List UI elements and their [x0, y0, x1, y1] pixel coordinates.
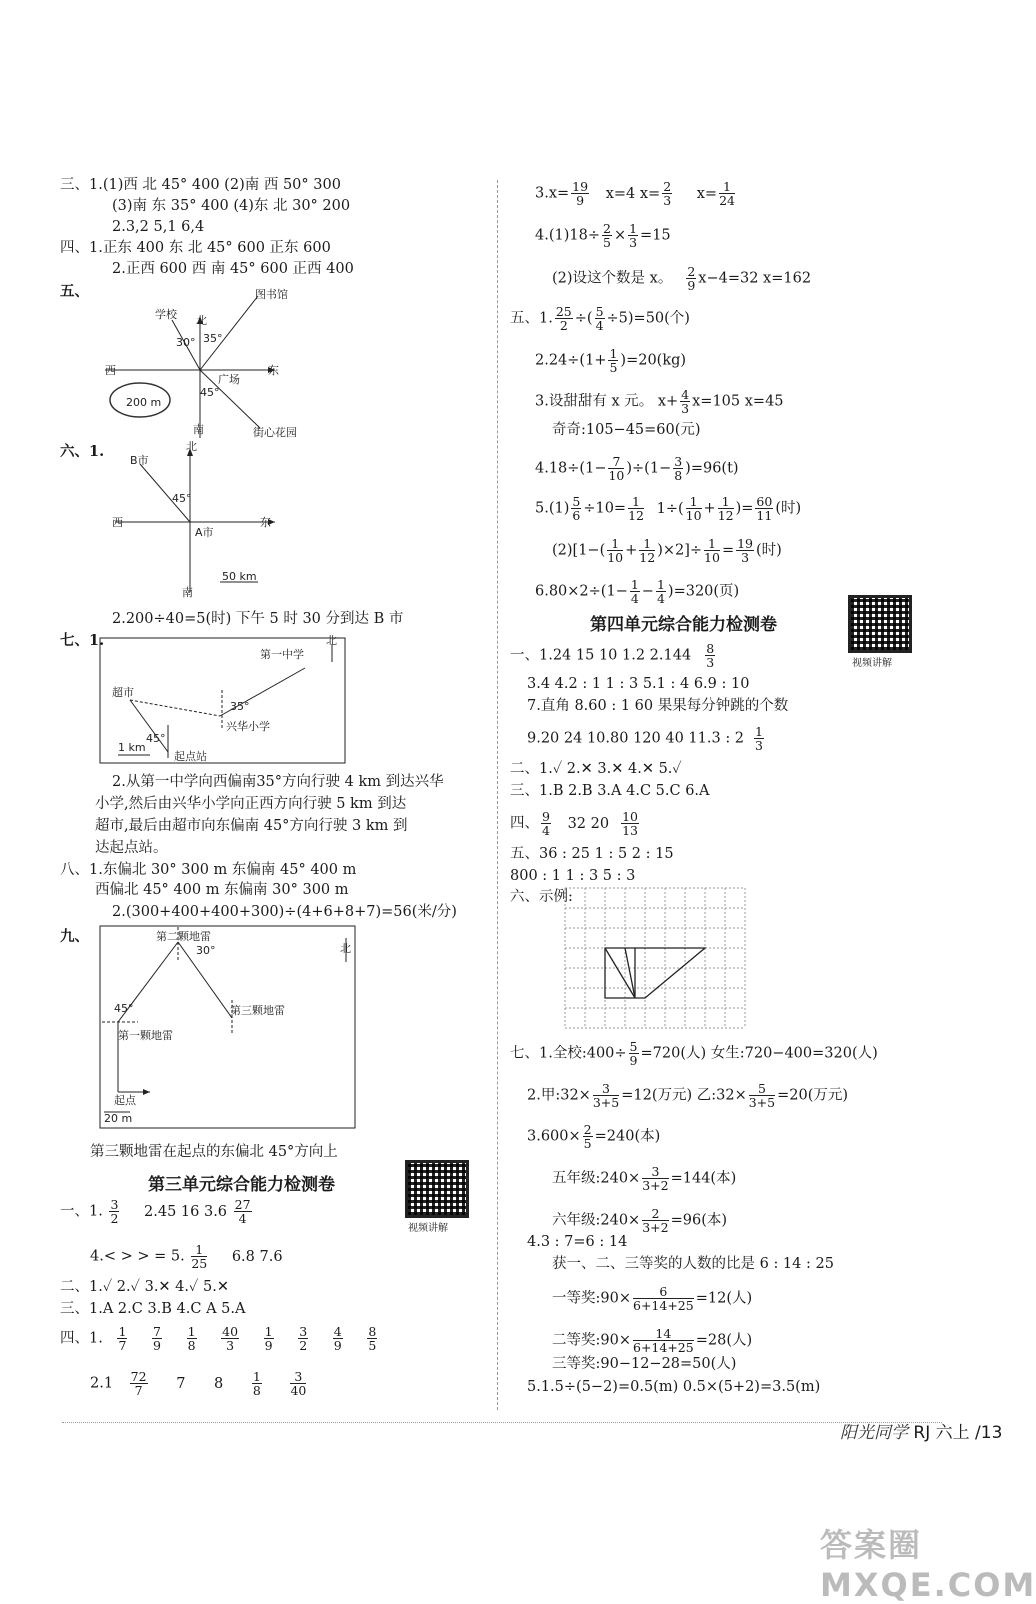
label-square: 广场	[218, 373, 240, 386]
answer-line: (3)南 东 35° 400 (4)东 北 30° 200	[112, 198, 351, 214]
answer-line: 2.200÷40=5(时) 下午 5 时 30 分到达 B 市	[112, 611, 404, 627]
label-a30: 30°	[176, 336, 196, 349]
fraction: $\frac{1}{12}$	[717, 494, 734, 523]
page-number: RJ 六上 /13	[913, 1423, 1003, 1443]
fraction: $\frac{60}{11}$	[756, 494, 773, 523]
answer-line: 三、1.B 2.B 3.A 4.C 5.C 6.A	[510, 783, 710, 799]
section-title: 第四单元综合能力检测卷	[590, 615, 777, 635]
grid-figure	[565, 888, 747, 1028]
answer-line: 四、1. $\frac{1}{7}$ $\frac{7}{9}$ $\frac{1}{8}$ $\frac{40}{3}$ $\frac{1}{9}$ $\frac{3}{2}$ $\frac{4}{9}$ $\frac{8}{5}$	[60, 1324, 377, 1353]
fraction: $\frac{7}{9}$	[153, 1324, 161, 1353]
fraction: $\frac{1}{3}$	[629, 221, 638, 250]
fraction: $\frac{4}{3}$	[681, 387, 690, 416]
answer-line: 获一、二、三等奖的人数的比是 6 : 14 : 25	[552, 1256, 834, 1272]
label-scale: 1 km	[118, 741, 146, 754]
fraction: $\frac{1}{10}$	[704, 536, 720, 565]
fraction: $\frac{7}{10}$	[608, 454, 625, 483]
page-footer	[840, 1418, 1002, 1443]
direction-diagram-9	[90, 922, 360, 1132]
fraction: $\frac{1}{8}$	[187, 1324, 196, 1353]
fraction: $\frac{1}{24}$	[719, 179, 735, 208]
answer-line: 奇奇:105−45=60(元)	[552, 422, 701, 438]
fraction: $\frac{8}{3}$	[706, 641, 715, 670]
fraction: $\frac{2}{3}$	[663, 179, 672, 208]
label-south: 南	[182, 586, 193, 599]
label-north: 北	[186, 440, 197, 453]
fraction: $\frac{27}{4}$	[234, 1197, 251, 1226]
label-scale: 50 km	[222, 570, 257, 583]
direction-diagram-7	[90, 630, 350, 770]
label-north: 北	[326, 634, 337, 647]
answer-line: 一、1. $\frac{3}{2}$ 2.45 16 3.6 $\frac{27}{4}$	[60, 1197, 251, 1226]
answer-line: 4.(1)18÷ $\frac{2}{5}$ × $\frac{1}{3}$ =15	[535, 221, 671, 250]
fraction: $\frac{3}{2}$	[110, 1197, 119, 1226]
fraction: $\frac{8}{5}$	[368, 1324, 377, 1353]
label-a45: 45°	[172, 492, 192, 505]
answer-line: 800 : 1 1 : 3 5 : 3	[510, 868, 636, 884]
fraction: $\frac{19}{3}$	[737, 536, 754, 565]
label-a45: 45°	[146, 732, 166, 745]
fraction: $\frac{1}{9}$	[264, 1324, 273, 1353]
fraction: $\frac{3}{8}$	[674, 454, 683, 483]
fraction: $\frac{1}{12}$	[628, 494, 644, 523]
answer-line: 3.600× $\frac{2}{5}$ =240(本)	[527, 1122, 661, 1151]
fraction: $\frac{25}{2}$	[555, 304, 572, 333]
fraction: $\frac{2}{5}$	[583, 1122, 592, 1151]
label-mine1: 第一颗地雷	[118, 1029, 173, 1042]
fraction: $\frac{3}{2}$	[299, 1324, 308, 1353]
label-west: 西	[105, 364, 116, 377]
direction-diagram-6	[100, 442, 320, 602]
label-stop: 起点站	[174, 750, 207, 763]
fraction: $\frac{3}{40}$	[290, 1369, 307, 1398]
label-east: 东	[268, 364, 279, 377]
label-a35: 35°	[230, 700, 250, 713]
fraction: $\frac{2}{3+2}$	[642, 1206, 669, 1235]
section-label: 五、	[60, 283, 89, 300]
answer-line: 小学,然后由兴华小学向正西方向行驶 5 km 到达	[95, 796, 407, 812]
answer-line: 达起点站。	[95, 840, 168, 856]
label-scale: 20 m	[104, 1112, 133, 1125]
qr-label: 视频讲解	[408, 1223, 448, 1234]
label-library: 图书馆	[255, 288, 288, 301]
label-acity: A市	[195, 526, 214, 539]
answer-line: 3.设甜甜有 x 元。 x+ $\frac{4}{3}$ x=105 x=45	[535, 387, 784, 416]
footer-divider	[62, 1422, 942, 1423]
fraction: $\frac{2}{9}$	[687, 264, 696, 293]
answer-line: 五、1. $\frac{25}{2}$ ÷( $\frac{5}{4}$ ÷5)=50(个)	[510, 304, 690, 333]
label-market: 超市	[112, 686, 134, 699]
label-bcity: B市	[130, 454, 149, 467]
label-scale: 200 m	[126, 396, 162, 409]
answer-line: 3.4 4.2 : 1 1 : 3 5.1 : 4 6.9 : 10	[527, 676, 750, 692]
answer-line: 2.1 $\frac{72}{7}$ 7 8 $\frac{1}{8}$ $\frac{3}{40}$	[90, 1369, 307, 1398]
section-label: 九、	[60, 928, 89, 945]
answer-line: 超市,最后由超市向东偏南 45°方向行驶 3 km 到	[95, 818, 408, 834]
answer-line: 四、1.正东 400 东 北 45° 600 正东 600	[60, 240, 331, 256]
answer-line: 三、1.A 2.C 3.B 4.C A 5.A	[60, 1301, 246, 1317]
answer-line: (2)设这个数是 x。 $\frac{2}{9}$ x−4=32 x=162	[552, 264, 812, 293]
label-mine2: 第二颗地雷	[156, 930, 211, 943]
fraction: $\frac{1}{8}$	[252, 1369, 261, 1398]
fraction: $\frac{19}{9}$	[572, 179, 589, 208]
label-school: 第一中学	[260, 648, 304, 661]
label-mine3: 第三颗地雷	[230, 1004, 285, 1017]
fraction: $\frac{5}{6}$	[572, 494, 581, 523]
answer-line: 7.直角 8.60 : 1 60 果果每分钟跳的个数	[527, 698, 789, 714]
fraction: $\frac{1}{4}$	[630, 577, 639, 606]
fraction: $\frac{2}{5}$	[602, 221, 611, 250]
fraction: $\frac{3}{3+5}$	[592, 1081, 620, 1110]
answer-line: 一等奖:90× $\frac{6}{6+14+25}$ =12(人)	[552, 1284, 753, 1313]
answer-line: 2.(300+400+400+300)÷(4+6+8+7)=56(米/分)	[112, 904, 457, 920]
fraction: $\frac{4}{9}$	[333, 1324, 342, 1353]
fraction: $\frac{40}{3}$	[222, 1324, 239, 1353]
label-south: 南	[193, 423, 204, 436]
fraction: $\frac{5}{3+5}$	[748, 1081, 776, 1110]
fraction: $\frac{1}{4}$	[656, 577, 665, 606]
fraction: $\frac{72}{7}$	[130, 1369, 147, 1398]
qr-code-icon[interactable]	[848, 595, 912, 653]
answer-line: 2.正西 600 西 南 45° 600 正西 400	[112, 261, 354, 277]
answer-line: 一、1.24 15 10 1.2 2.144 $\frac{8}{3}$	[510, 641, 715, 670]
answer-line: 4.< > > = 5. $\frac{1}{25}$ 6.8 7.6	[90, 1242, 283, 1271]
fraction: $\frac{10}{13}$	[622, 809, 638, 838]
qr-code-icon[interactable]	[405, 1160, 469, 1218]
answer-line: 二、1.✓ 2.✓ 3.✕ 4.✓ 5.✕	[60, 1279, 229, 1295]
fraction: $\frac{1}{3}$	[755, 724, 763, 753]
answer-line: 4.18÷(1− $\frac{7}{10}$ )÷(1− $\frac{3}{8}$ )=96(t)	[535, 454, 739, 483]
answer-line: 六年级:240× $\frac{2}{3+2}$ =96(本)	[552, 1206, 728, 1235]
answer-line: 西偏北 45° 400 m 东偏南 30° 300 m	[95, 882, 349, 898]
answer-line: 2.3,2 5,1 6,4	[112, 219, 205, 235]
answer-line: 9.20 24 10.80 120 40 11.3 : 2 $\frac{1}{3}$	[527, 724, 763, 753]
fraction: $\frac{14}{6+14+25}$	[633, 1326, 694, 1355]
column-divider	[497, 180, 498, 1410]
label-garden: 街心花园	[253, 426, 297, 439]
label-a45: 45°	[114, 1002, 134, 1015]
answer-line: 六、示例:	[510, 889, 573, 905]
answer-line: 三等奖:90−12−28=50(人)	[552, 1356, 737, 1372]
brand-logo: 阳光同学	[840, 1423, 908, 1443]
fraction: $\frac{9}{4}$	[542, 809, 550, 838]
answer-line: 3.x= $\frac{19}{9}$ x=4 x= $\frac{2}{3}$ x= $\frac{1}{24}$	[535, 179, 735, 208]
fraction: $\frac{1}{5}$	[609, 346, 618, 375]
label-east: 东	[260, 516, 271, 529]
answer-line: 6.80×2÷(1− $\frac{1}{4}$ − $\frac{1}{4}$ )=320(页)	[535, 577, 740, 606]
answer-line: 三、1.(1)西 北 45° 400 (2)南 西 50° 300	[60, 177, 341, 193]
answer-line: 二、1.✓ 2.✕ 3.✕ 4.✕ 5.✓	[510, 761, 682, 777]
answer-line: (2)[1−( $\frac{1}{10}$ + $\frac{1}{12}$ )×2]÷ $\frac{1}{10}$ = $\frac{19}{3}$ (时)	[552, 536, 782, 565]
fraction: $\frac{5}{4}$	[595, 304, 604, 333]
answer-line: 八、1.东偏北 30° 300 m 东偏南 45° 400 m	[60, 862, 357, 878]
fraction: $\frac{1}{12}$	[639, 536, 656, 565]
label-west: 西	[112, 516, 123, 529]
fraction: $\frac{1}{25}$	[191, 1242, 208, 1271]
answer-line: 5.1.5÷(5−2)=0.5(m) 0.5×(5+2)=3.5(m)	[527, 1379, 821, 1395]
fraction: $\frac{1}{10}$	[607, 536, 624, 565]
label-a30: 30°	[196, 944, 216, 957]
direction-diagram-5	[100, 288, 320, 438]
answer-line: 2.从第一中学向西偏南35°方向行驶 4 km 到达兴华	[112, 774, 444, 790]
section-title: 第三单元综合能力检测卷	[148, 1175, 335, 1195]
qr-label: 视频讲解	[852, 658, 892, 669]
answer-line: 2.甲:32× $\frac{3}{3+5}$ =12(万元) 乙:32× $\frac{5}{3+5}$ =20(万元)	[527, 1081, 849, 1110]
fraction: $\frac{1}{10}$	[685, 494, 702, 523]
answer-line: 五、36 : 25 1 : 5 2 : 15	[510, 846, 674, 862]
label-school: 学校	[155, 308, 177, 321]
watermark: 答案圈 MXQE.COM	[820, 1526, 1036, 1604]
section-label: 六、1.	[60, 443, 105, 460]
label-xinghua: 兴华小学	[226, 720, 270, 733]
answer-line: 4.3 : 7=6 : 14	[527, 1234, 628, 1250]
answer-line: 第三颗地雷在起点的东偏北 45°方向上	[90, 1144, 338, 1160]
section-label: 七、1.	[60, 632, 105, 649]
label-north: 北	[196, 314, 207, 327]
label-a45: 45°	[200, 386, 220, 399]
label-a35: 35°	[203, 332, 223, 345]
answer-line: 七、1.全校:400÷ $\frac{5}{9}$ =720(人) 女生:720−400=320(人)	[510, 1039, 878, 1068]
label-north: 北	[340, 942, 351, 955]
label-start: 起点	[114, 1094, 136, 1107]
fraction: $\frac{1}{7}$	[118, 1324, 127, 1353]
fraction: $\frac{5}{9}$	[629, 1039, 638, 1068]
answer-line: 四、 $\frac{9}{4}$ 32 20 $\frac{10}{13}$	[510, 809, 638, 838]
answer-line: 2.24÷(1+ $\frac{1}{5}$ )=20(kg)	[535, 346, 687, 375]
fraction: $\frac{6}{6+14+25}$	[633, 1284, 694, 1313]
fraction: $\frac{3}{3+2}$	[642, 1164, 669, 1193]
answer-line: 二等奖:90× $\frac{14}{6+14+25}$ =28(人)	[552, 1326, 753, 1355]
answer-line: 五年级:240× $\frac{3}{3+2}$ =144(本)	[552, 1164, 737, 1193]
answer-line: 5.(1) $\frac{5}{6}$ ÷10= $\frac{1}{12}$ 1÷( $\frac{1}{10}$ + $\frac{1}{12}$ )= $\frac{60}{11}$ (时)	[535, 494, 802, 523]
